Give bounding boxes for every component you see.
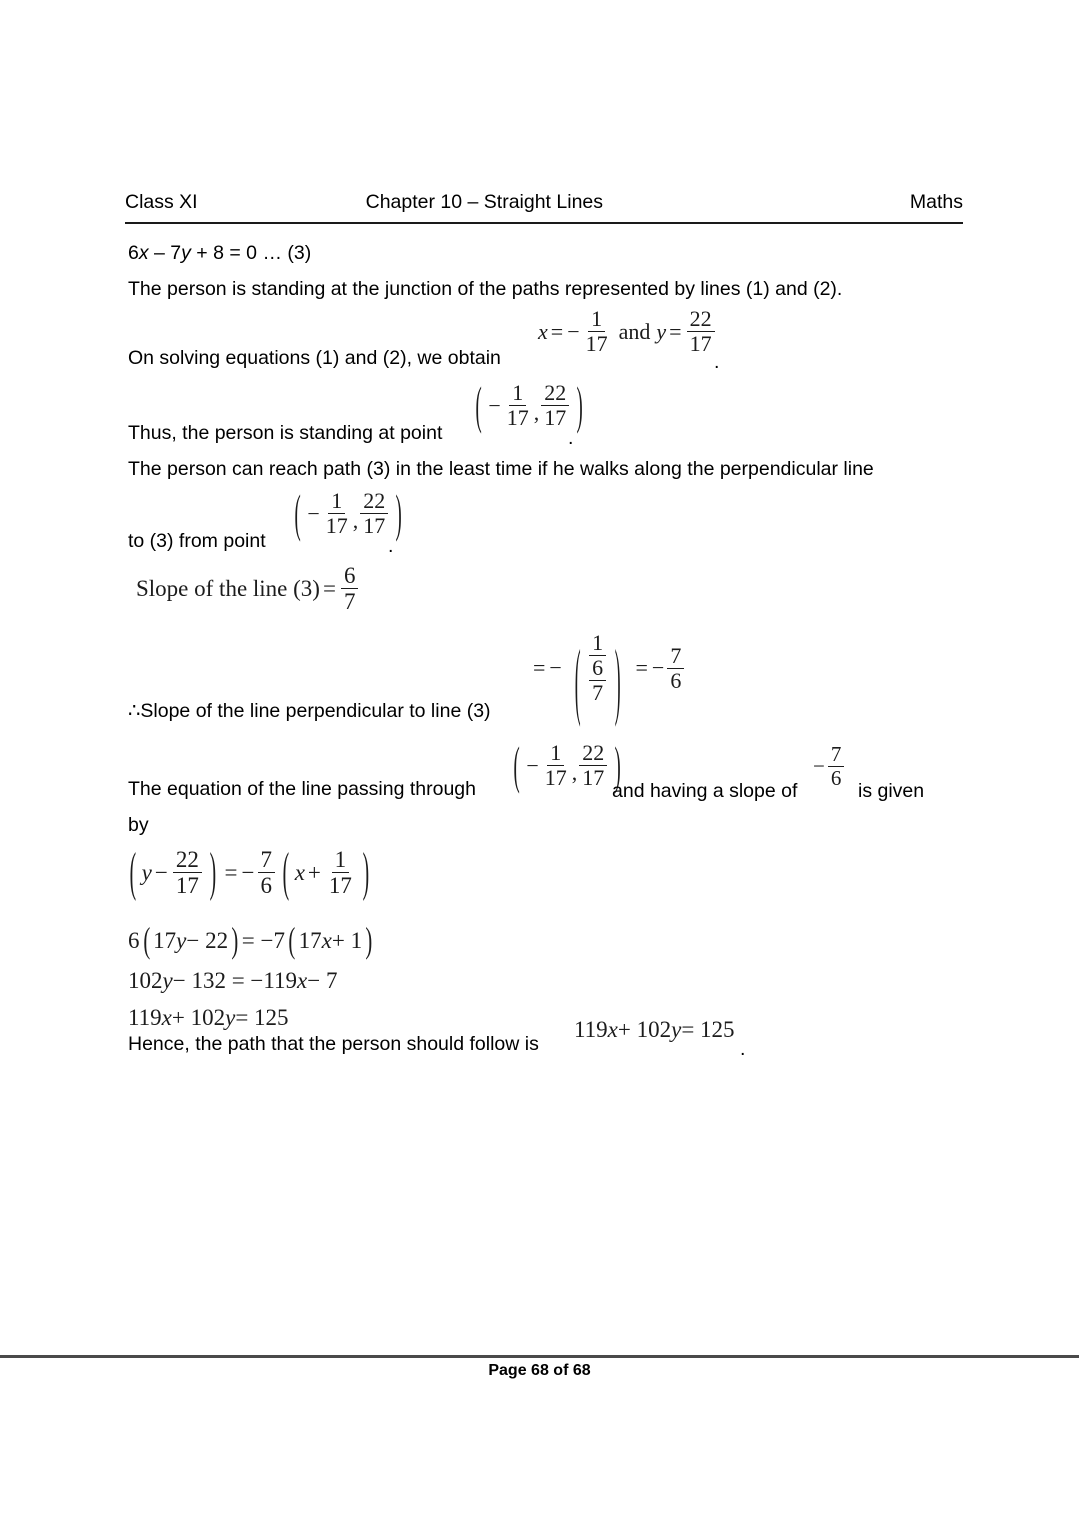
close-paren-icon: ) [576, 375, 584, 435]
step2-i: + 1 [331, 928, 363, 953]
math-solution-x-y [538, 308, 717, 356]
math-x-var: x [607, 1017, 618, 1042]
open-paren-icon: ( [294, 483, 301, 543]
math-minus: − [154, 859, 168, 885]
derivation-step-4 [128, 1005, 289, 1031]
math-comma: , [533, 399, 540, 425]
step3-c: − 7 [307, 968, 338, 993]
slope-label: Slope of the line (3) [136, 575, 320, 601]
step2-f: = −7 [241, 928, 285, 953]
fraction-6-over-7 [341, 564, 359, 614]
step2-a: 6 [128, 928, 140, 953]
fraction-numerator: 1 [589, 632, 606, 656]
fraction-numerator: 22 [579, 742, 607, 766]
eq3-coefficient: 6 [128, 242, 139, 264]
fraction-1-over-17 [326, 848, 355, 898]
equation-3-line [128, 239, 311, 267]
derivation-step-2 [128, 920, 376, 960]
footer-divider [0, 1355, 1079, 1358]
fraction-numerator: 22 [541, 382, 569, 406]
math-equals-1: = [533, 655, 546, 681]
math-slope-of-line-3 [136, 564, 360, 614]
close-paren-icon: ) [614, 630, 621, 728]
open-paren-icon-2: ( [282, 842, 290, 902]
fraction-numerator: 6 [589, 657, 606, 681]
math-minus-sign: − [307, 500, 320, 526]
fraction-numerator: 1 [588, 308, 605, 332]
sentence-thus-point: Thus, the person is standing at point [128, 422, 443, 444]
fraction-1-over-17 [583, 308, 611, 356]
math-y-var: y [671, 1017, 682, 1042]
step2-c: 17 [153, 928, 177, 953]
step4-b: + 102 [171, 1005, 226, 1030]
sentence-junction: The person is standing at the junction of the paths represented by lines (1) and (2). [128, 278, 843, 300]
fraction-denominator [565, 630, 631, 728]
on-solving-period: . [714, 351, 720, 373]
math-equals-1: = [550, 318, 564, 344]
fraction-denominator: 6 [260, 873, 273, 899]
fraction-denominator: 17 [363, 513, 386, 539]
math-equals-2: = [669, 318, 682, 344]
fraction-numerator: 7 [667, 645, 684, 669]
fraction-denominator: 17 [506, 405, 529, 431]
eq3-suffix: + 8 = 0 … (3) [190, 242, 312, 264]
fraction-denominator: 17 [585, 331, 608, 357]
fraction-numerator: 22 [687, 308, 715, 332]
fraction-numerator: 1 [547, 742, 564, 766]
math-final-answer [574, 1017, 735, 1043]
to-3-from-point-period: . [388, 535, 394, 557]
fraction-1-over-17 [323, 490, 351, 538]
final-c: = 125 [681, 1017, 735, 1042]
math-minus-sign: − [488, 392, 501, 418]
sentence-hence: Hence, the path that the person should follow is [128, 1033, 539, 1055]
sentence-perpendicular-slope: ∴Slope of the line perpendicular to line (3) [128, 700, 491, 722]
thus-point-period: . [568, 427, 574, 449]
math-point-coordinates-3 [508, 735, 627, 795]
fraction-1-over-17 [542, 742, 570, 790]
fraction-numerator: 1 [509, 382, 526, 406]
fraction-numerator: 7 [828, 744, 845, 767]
fraction-denominator: 17 [544, 765, 567, 791]
math-y-var: y [225, 1005, 236, 1030]
open-paren-icon: ( [129, 842, 137, 902]
math-point-coordinates-2 [289, 483, 408, 543]
final-b: + 102 [617, 1017, 672, 1042]
math-minus-sign: − [526, 752, 539, 778]
fraction-numerator: 1 [328, 490, 345, 514]
sentence-equation-of-line: The equation of the line passing through [128, 778, 477, 800]
math-comma: , [571, 759, 578, 785]
sentence-is-given: is given [858, 780, 925, 802]
fraction-7-over-6 [258, 848, 276, 898]
fraction-numerator: 7 [258, 848, 276, 873]
sentence-by: by [128, 814, 149, 836]
open-paren-icon: ( [574, 630, 581, 728]
fraction-denominator: 17 [328, 873, 352, 899]
step3-b: − 132 = −119 [172, 968, 298, 993]
fraction-denominator: 17 [175, 873, 199, 899]
close-paren-icon: ) [231, 920, 239, 960]
math-y-var: y [656, 318, 667, 344]
math-minus-2: − [241, 859, 255, 885]
math-comma: , [352, 507, 359, 533]
math-y-var: y [162, 968, 173, 993]
math-x-var: x [294, 859, 305, 885]
final-a: 119 [574, 1017, 608, 1042]
math-equals: = [224, 859, 238, 885]
close-paren-icon: ) [209, 842, 216, 902]
fraction-denominator: 17 [544, 405, 567, 431]
math-y-var: y [176, 928, 187, 953]
fraction-22-over-17 [579, 742, 607, 790]
fraction-numerator: 22 [360, 490, 388, 514]
sentence-having-slope-of: and having a slope of [612, 780, 798, 802]
math-x-var: x [321, 928, 332, 953]
fraction-22-over-17 [173, 848, 202, 898]
math-y-var: y [141, 859, 152, 885]
close-paren-icon: ) [395, 483, 403, 543]
sentence-reach-path: The person can reach path (3) in the least time if he walks along the perpendicular line [128, 458, 874, 480]
sentence-to-3-from-point: to (3) from point [128, 530, 266, 552]
fraction-numerator: 1 [332, 848, 350, 873]
hence-period: . [740, 1038, 746, 1060]
fraction-22-over-17 [541, 382, 569, 430]
close-paren-icon: ) [614, 735, 622, 795]
open-paren-icon: ( [142, 920, 150, 960]
fraction-denominator: 17 [689, 331, 712, 357]
fraction-denominator: 6 [830, 766, 842, 791]
close-paren-icon-2: ) [365, 920, 373, 960]
math-minus-2: − [651, 655, 665, 681]
fraction-denominator: 17 [582, 765, 605, 791]
fraction-denominator: 17 [325, 513, 348, 539]
fraction-numerator: 22 [173, 848, 202, 873]
step2-d: − 22 [186, 928, 229, 953]
math-x-var: x [538, 318, 548, 344]
open-paren-icon: ( [475, 375, 482, 435]
open-paren-icon: ( [513, 735, 520, 795]
fraction-denominator: 7 [592, 680, 604, 706]
math-and-word: and [618, 318, 651, 344]
fraction-numerator: 6 [341, 564, 359, 589]
math-x-var: x [297, 968, 308, 993]
math-minus-1: − [549, 655, 562, 681]
math-minus-1: − [567, 318, 580, 344]
header-chapter: Chapter 10 – Straight Lines [365, 191, 604, 213]
fraction-22-over-17 [360, 490, 388, 538]
header-subject: Maths [909, 191, 963, 213]
step3-a: 102 [128, 968, 163, 993]
fraction-7-over-6 [667, 642, 684, 693]
inner-fraction-6-over-7 [589, 657, 606, 705]
step4-a: 119 [128, 1005, 162, 1030]
math-plus: + [307, 859, 321, 885]
math-x-var: x [161, 1005, 172, 1030]
math-equals-2: = [635, 655, 648, 681]
fraction-denominator: 7 [343, 589, 356, 615]
derivation-step-1 [124, 842, 375, 902]
fraction-7-over-6 [828, 744, 845, 790]
nested-fraction-1-over-6-7 [565, 630, 631, 728]
fraction-1-over-17 [504, 382, 532, 430]
math-minus-sign: − [813, 754, 825, 779]
sentence-on-solving: On solving equations (1) and (2), we obtain [128, 347, 501, 369]
eq3-y-var: y [181, 242, 191, 264]
fraction-22-over-17 [687, 308, 715, 356]
eq3-middle: – 7 [148, 242, 182, 264]
step4-c: = 125 [235, 1005, 289, 1030]
math-equals: = [322, 575, 336, 601]
fraction-denominator: 6 [670, 667, 682, 693]
step2-h: 17 [298, 928, 322, 953]
footer-page-number: Page 68 of 68 [488, 1362, 591, 1379]
derivation-step-3 [128, 968, 337, 994]
close-paren-icon-2: ) [362, 842, 369, 902]
math-point-coordinates-1 [470, 375, 589, 435]
eq3-x-var: x [138, 242, 149, 264]
header-class: Class XI [125, 191, 198, 213]
open-paren-icon-2: ( [288, 920, 296, 960]
math-perpendicular-slope-value [530, 630, 686, 728]
page-header [125, 190, 963, 224]
math-slope-negative-7-over-6 [812, 744, 846, 790]
